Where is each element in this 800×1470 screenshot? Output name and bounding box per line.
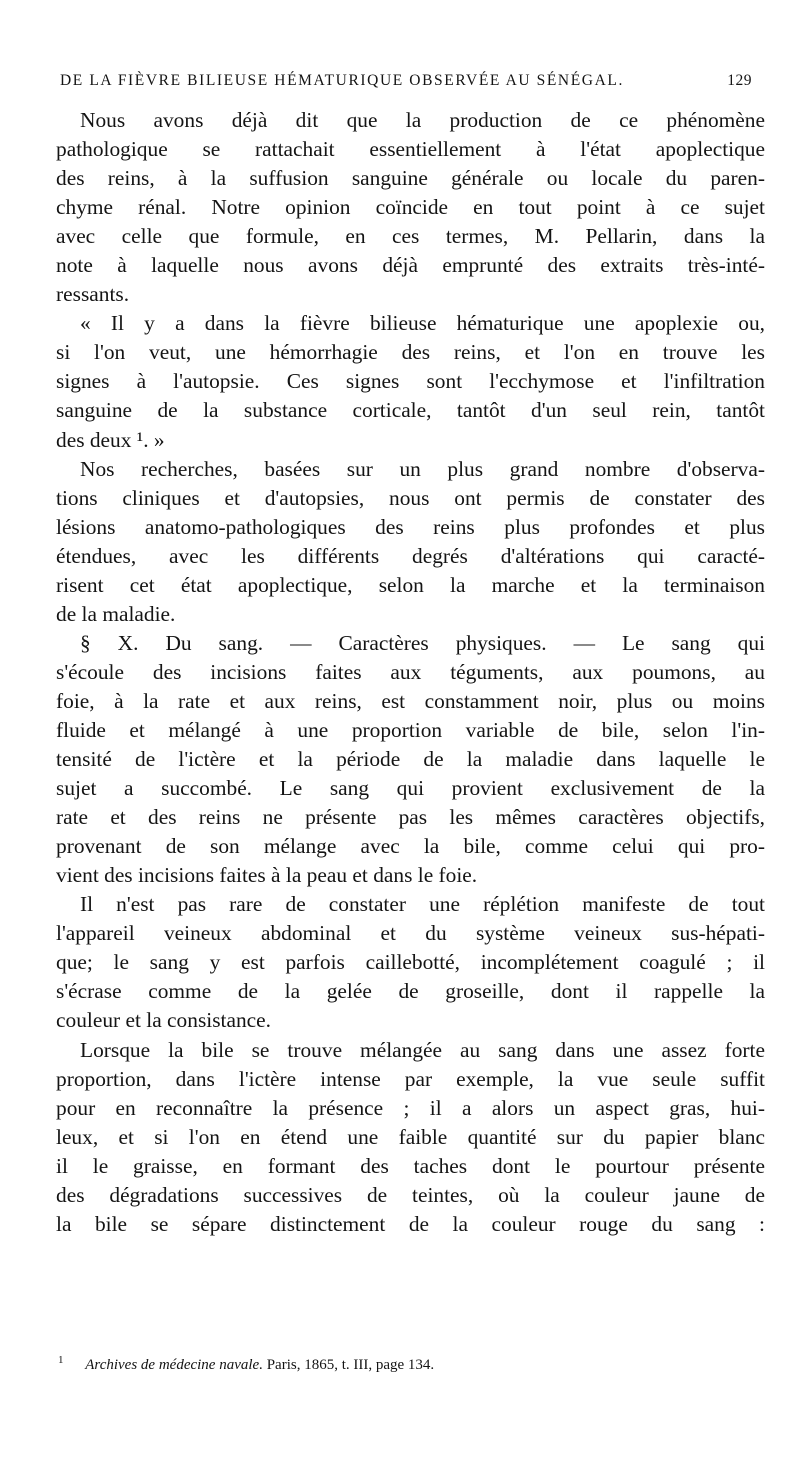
text-line: lésions anatomo-pathologiques des reins plus profondes et plus <box>56 514 765 539</box>
text-line: § X. Du sang. — Caractères physiques. — Le sang qui <box>80 630 765 655</box>
footnote-details: Paris, 1865, t. III, page 134. <box>266 1357 435 1373</box>
footnote-source: Archives de médecine navale. <box>85 1357 263 1373</box>
text-line: fluide et mélangé à une proportion variable de bile, selon l'in- <box>56 717 765 742</box>
text-line: foie, à la rate et aux reins, est constamment noir, plus ou moins <box>56 688 765 713</box>
text-line: Nos recherches, basées sur un plus grand nombre d'observa- <box>80 456 765 481</box>
text-line: s'écoule des incisions faites aux téguments, aux poumons, au <box>56 659 765 684</box>
text-line: pathologique se rattachait essentiellement à l'état apoplectique <box>56 137 765 162</box>
running-head-title: DE LA FIÈVRE BILIEUSE HÉMATURIQUE OBSERVÉE AU SÉNÉGAL. <box>60 72 624 89</box>
text-line: vient des incisions faites à la peau et dans le foie. <box>56 863 478 888</box>
text-line: ressants. <box>56 282 130 307</box>
text-line: Lorsque la bile se trouve mélangée au sang dans une assez forte <box>80 1037 765 1062</box>
text-line: de la maladie. <box>56 601 176 626</box>
running-head <box>60 72 752 100</box>
text-line: si l'on veut, une hémorrhagie des reins, et l'on en trouve les <box>56 340 765 365</box>
text-line: avec celle que formule, en ces termes, M. Pellarin, dans la <box>56 224 765 249</box>
page-number: 129 <box>727 72 752 89</box>
text-line: des reins, à la suffusion sanguine générale ou locale du paren- <box>56 166 765 191</box>
text-line: sanguine de la substance corticale, tantôt d'un seul rein, tantôt <box>56 398 765 423</box>
text-line: l'appareil veineux abdominal et du système veineux sus-hépati- <box>56 921 765 946</box>
text-line: des deux ¹. » <box>56 427 165 452</box>
body-text <box>56 106 765 1239</box>
text-line: rate et des reins ne présente pas les mêmes caractères objectifs, <box>56 805 765 830</box>
text-line: que; le sang y est parfois caillebotté, incomplétement coagulé ; il <box>56 950 765 975</box>
text-line: pour en reconnaître la présence ; il a alors un aspect gras, hui- <box>56 1095 765 1120</box>
text-line: il le graisse, en formant des taches dont le pourtour présente <box>56 1153 765 1178</box>
text-line: Il n'est pas rare de constater une réplétion manifeste de tout <box>80 892 765 917</box>
text-line: « Il y a dans la fièvre bilieuse hématurique une apoplexie ou, <box>80 311 765 336</box>
text-line: couleur et la consistance. <box>56 1008 272 1033</box>
text-line: tions cliniques et d'autopsies, nous ont permis de constater des <box>56 485 765 510</box>
footnote-mark: 1 <box>58 1354 64 1366</box>
text-line: tensité de l'ictère et la période de la maladie dans laquelle le <box>56 747 765 772</box>
text-line: des dégradations successives de teintes, où la couleur jaune de <box>56 1182 765 1207</box>
text-line: note à laquelle nous avons déjà emprunté des extraits très-inté- <box>56 253 765 278</box>
text-line: chyme rénal. Notre opinion coïncide en tout point à ce sujet <box>56 195 765 220</box>
text-line: provenant de son mélange avec la bile, comme celui qui pro- <box>56 834 765 859</box>
text-line: risent cet état apoplectique, selon la marche et la terminaison <box>56 572 765 597</box>
text-line: étendues, avec les différents degrés d'altérations qui caracté- <box>56 543 765 568</box>
text-line: proportion, dans l'ictère intense par exemple, la vue seule suffit <box>56 1066 765 1091</box>
text-line: Nous avons déjà dit que la production de ce phénomène <box>80 108 765 132</box>
text-line: la bile se sépare distinctement de la couleur rouge du sang : <box>56 1211 765 1236</box>
text-line: leux, et si l'on en étend une faible quantité sur du papier blanc <box>56 1124 765 1149</box>
text-line: signes à l'autopsie. Ces signes sont l'ecchymose et l'infiltration <box>56 369 765 394</box>
footnote <box>58 1350 658 1375</box>
text-line: s'écrase comme de la gelée de groseille, dont il rappelle la <box>56 979 765 1004</box>
text-line: sujet a succombé. Le sang qui provient exclusivement de la <box>56 776 765 801</box>
